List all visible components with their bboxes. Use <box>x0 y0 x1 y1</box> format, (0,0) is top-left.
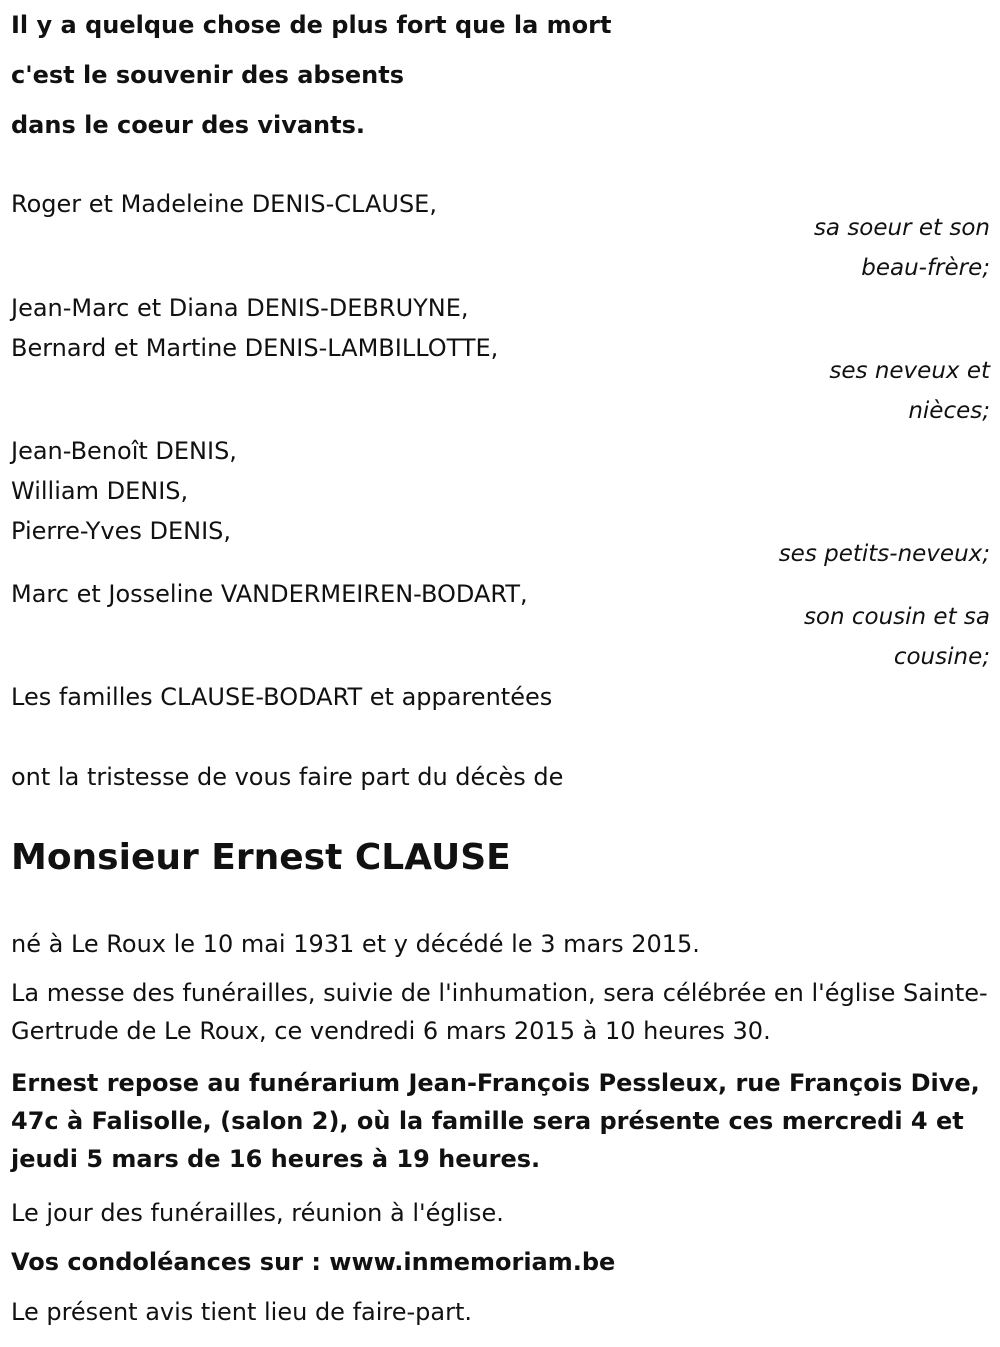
family-cousins-name: Marc et Josseline VANDERMEIREN-BODART, <box>11 580 528 608</box>
family-nephew-name-1: Jean-Marc et Diana DENIS-DEBRUYNE, <box>11 294 469 322</box>
birth-death-text: né à Le Roux le 10 mai 1931 et y décédé le 3 mars 2015. <box>11 930 700 958</box>
mass-text: La messe des funérailles, suivie de l'inhumation, sera célébrée en l'église Sainte-Gertrude de Le Roux, ce vendredi 6 mars 2015 à 10 heures 30. <box>11 979 988 1045</box>
family-cousins-relation-2: cousine; <box>893 644 990 670</box>
announcement-text: ont la tristesse de vous faire part du décès de <box>11 763 564 791</box>
family-grandnephew-name-1: Jean-Benoît DENIS, <box>11 437 237 465</box>
family-nephews-relation-2: nièces; <box>908 398 990 424</box>
funerarium-text: Ernest repose au funérarium Jean-François Pessleux, rue François Dive, 47c à Falisolle, (salon 2), où la famille sera présente ces mercredi 4 et jeudi 5 mars de 16 heures à 19 heures. <box>11 1069 980 1173</box>
notice-text: Le présent avis tient lieu de faire-part. <box>11 1298 473 1326</box>
family-sister-name: Roger et Madeleine DENIS-CLAUSE, <box>11 190 437 218</box>
epigraph-line-2: c'est le souvenir des absents <box>11 61 404 89</box>
family-sister-relation-1: sa soeur et son <box>813 215 990 241</box>
epigraph-line-1: Il y a quelque chose de plus fort que la mort <box>11 11 612 39</box>
epigraph-line-3: dans le coeur des vivants. <box>11 111 365 139</box>
family-nephews-relation-1: ses neveux et <box>829 358 990 384</box>
condolences-text: Vos condoléances sur : www.inmemoriam.be <box>11 1248 616 1276</box>
meeting-text: Le jour des funérailles, réunion à l'église. <box>11 1199 504 1227</box>
family-nephew-name-2: Bernard et Martine DENIS-LAMBILLOTTE, <box>11 334 499 362</box>
family-cousins-relation-1: son cousin et sa <box>803 604 990 630</box>
family-grandnephews-relation: ses petits-neveux; <box>778 541 990 567</box>
deceased-name: Monsieur Ernest CLAUSE <box>11 837 511 878</box>
family-grandnephew-name-2: William DENIS, <box>11 477 189 505</box>
family-sister-relation-2: beau-frère; <box>861 255 990 281</box>
family-relatives: Les familles CLAUSE-BODART et apparentées <box>11 683 553 711</box>
family-grandnephew-name-3: Pierre-Yves DENIS, <box>11 517 232 545</box>
